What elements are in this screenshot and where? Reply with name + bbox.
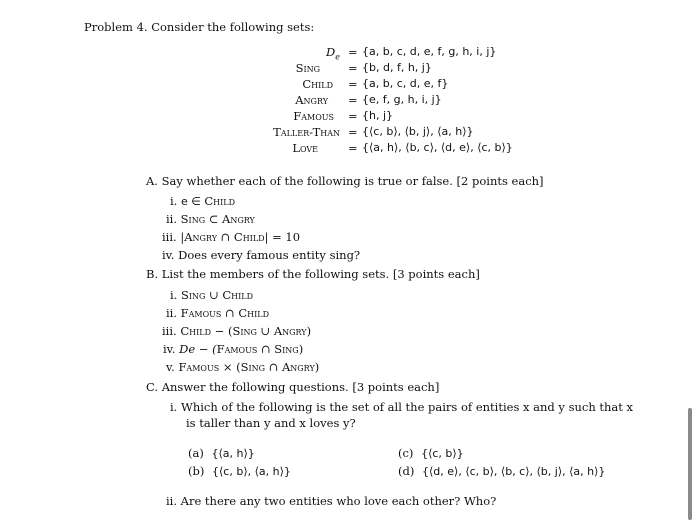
equals-sign: = <box>348 109 358 123</box>
definition-value: {a, b, c, d, e, f} <box>362 77 449 90</box>
section-b-item: v. Famous × (Sing ∩ Angry) <box>166 360 320 374</box>
option-d: (d) {⟨d, e⟩, ⟨c, b⟩, ⟨b, c⟩, ⟨b, j⟩, ⟨a, h⟩} <box>398 464 606 478</box>
problem-title: Problem 4. Consider the following sets: <box>84 20 315 34</box>
option-c: (c) {⟨c, b⟩} <box>398 446 464 460</box>
section-c-heading: C. Answer the following questions. [3 points each] <box>146 380 440 394</box>
option-b: (b) {⟨c, b⟩, ⟨a, h⟩} <box>188 464 291 478</box>
section-b-heading: B. List the members of the following sets. [3 points each] <box>146 267 480 281</box>
definition-row <box>0 124 700 140</box>
definition-value: {⟨a, h⟩, ⟨b, c⟩, ⟨d, e⟩, ⟨c, b⟩} <box>362 141 513 154</box>
equals-sign: = <box>348 61 358 75</box>
definition-name: Sing <box>295 61 320 75</box>
definition-value: {a, b, c, d, e, f, g, h, i, j} <box>362 45 497 58</box>
equals-sign: = <box>348 77 358 91</box>
definition-row <box>0 60 700 76</box>
vertical-scrollbar[interactable] <box>688 408 692 520</box>
definition-row <box>0 44 700 60</box>
definition-row <box>0 140 700 156</box>
definition-row <box>0 92 700 108</box>
definition-value: {e, f, g, h, i, j} <box>362 93 442 106</box>
equals-sign: = <box>348 93 358 107</box>
section-b-item: iii. Child − (Sing ∪ Angry) <box>162 324 312 338</box>
definition-name: Famous <box>293 109 334 123</box>
definition-name: Taller-Than <box>273 125 340 139</box>
definition-value: {⟨c, b⟩, ⟨b, j⟩, ⟨a, h⟩} <box>362 125 474 138</box>
set-definitions <box>0 44 700 164</box>
section-a-item: iii. |Angry ∩ Child| = 10 <box>162 230 301 244</box>
equals-sign: = <box>348 45 358 59</box>
definition-row <box>0 76 700 92</box>
section-a-heading: A. Say whether each of the following is true or false. [2 points each] <box>146 174 544 188</box>
section-c-question-1-cont: is taller than y and x loves y? <box>186 416 356 430</box>
definition-value: {b, d, f, h, j} <box>362 61 432 74</box>
definition-name: $D_e$ <box>326 45 340 62</box>
definition-name: Child <box>302 77 333 91</box>
section-b-item: ii. Famous ∩ Child <box>166 306 270 320</box>
section-c-question-1: i. Which of the following is the set of all the pairs of entities x and y such that x <box>170 400 634 414</box>
definition-name: Love <box>292 141 318 155</box>
section-c-question-2: ii. Are there any two entities who love each other? Who? <box>166 494 497 508</box>
section-b-item: iv. De − (Famous ∩ Sing) <box>163 342 304 356</box>
equals-sign: = <box>348 141 358 155</box>
definition-name: Angry <box>295 93 328 107</box>
section-a-item: ii. Sing ⊂ Angry <box>166 212 255 226</box>
equals-sign: = <box>348 125 358 139</box>
section-a-item: i. e ∈ Child <box>170 194 236 208</box>
option-a: (a) {⟨a, h⟩} <box>188 446 255 460</box>
definition-value: {h, j} <box>362 109 394 122</box>
section-b-item: i. Sing ∪ Child <box>170 288 254 302</box>
definition-row <box>0 108 700 124</box>
section-a-item: iv. Does every famous entity sing? <box>162 248 361 262</box>
